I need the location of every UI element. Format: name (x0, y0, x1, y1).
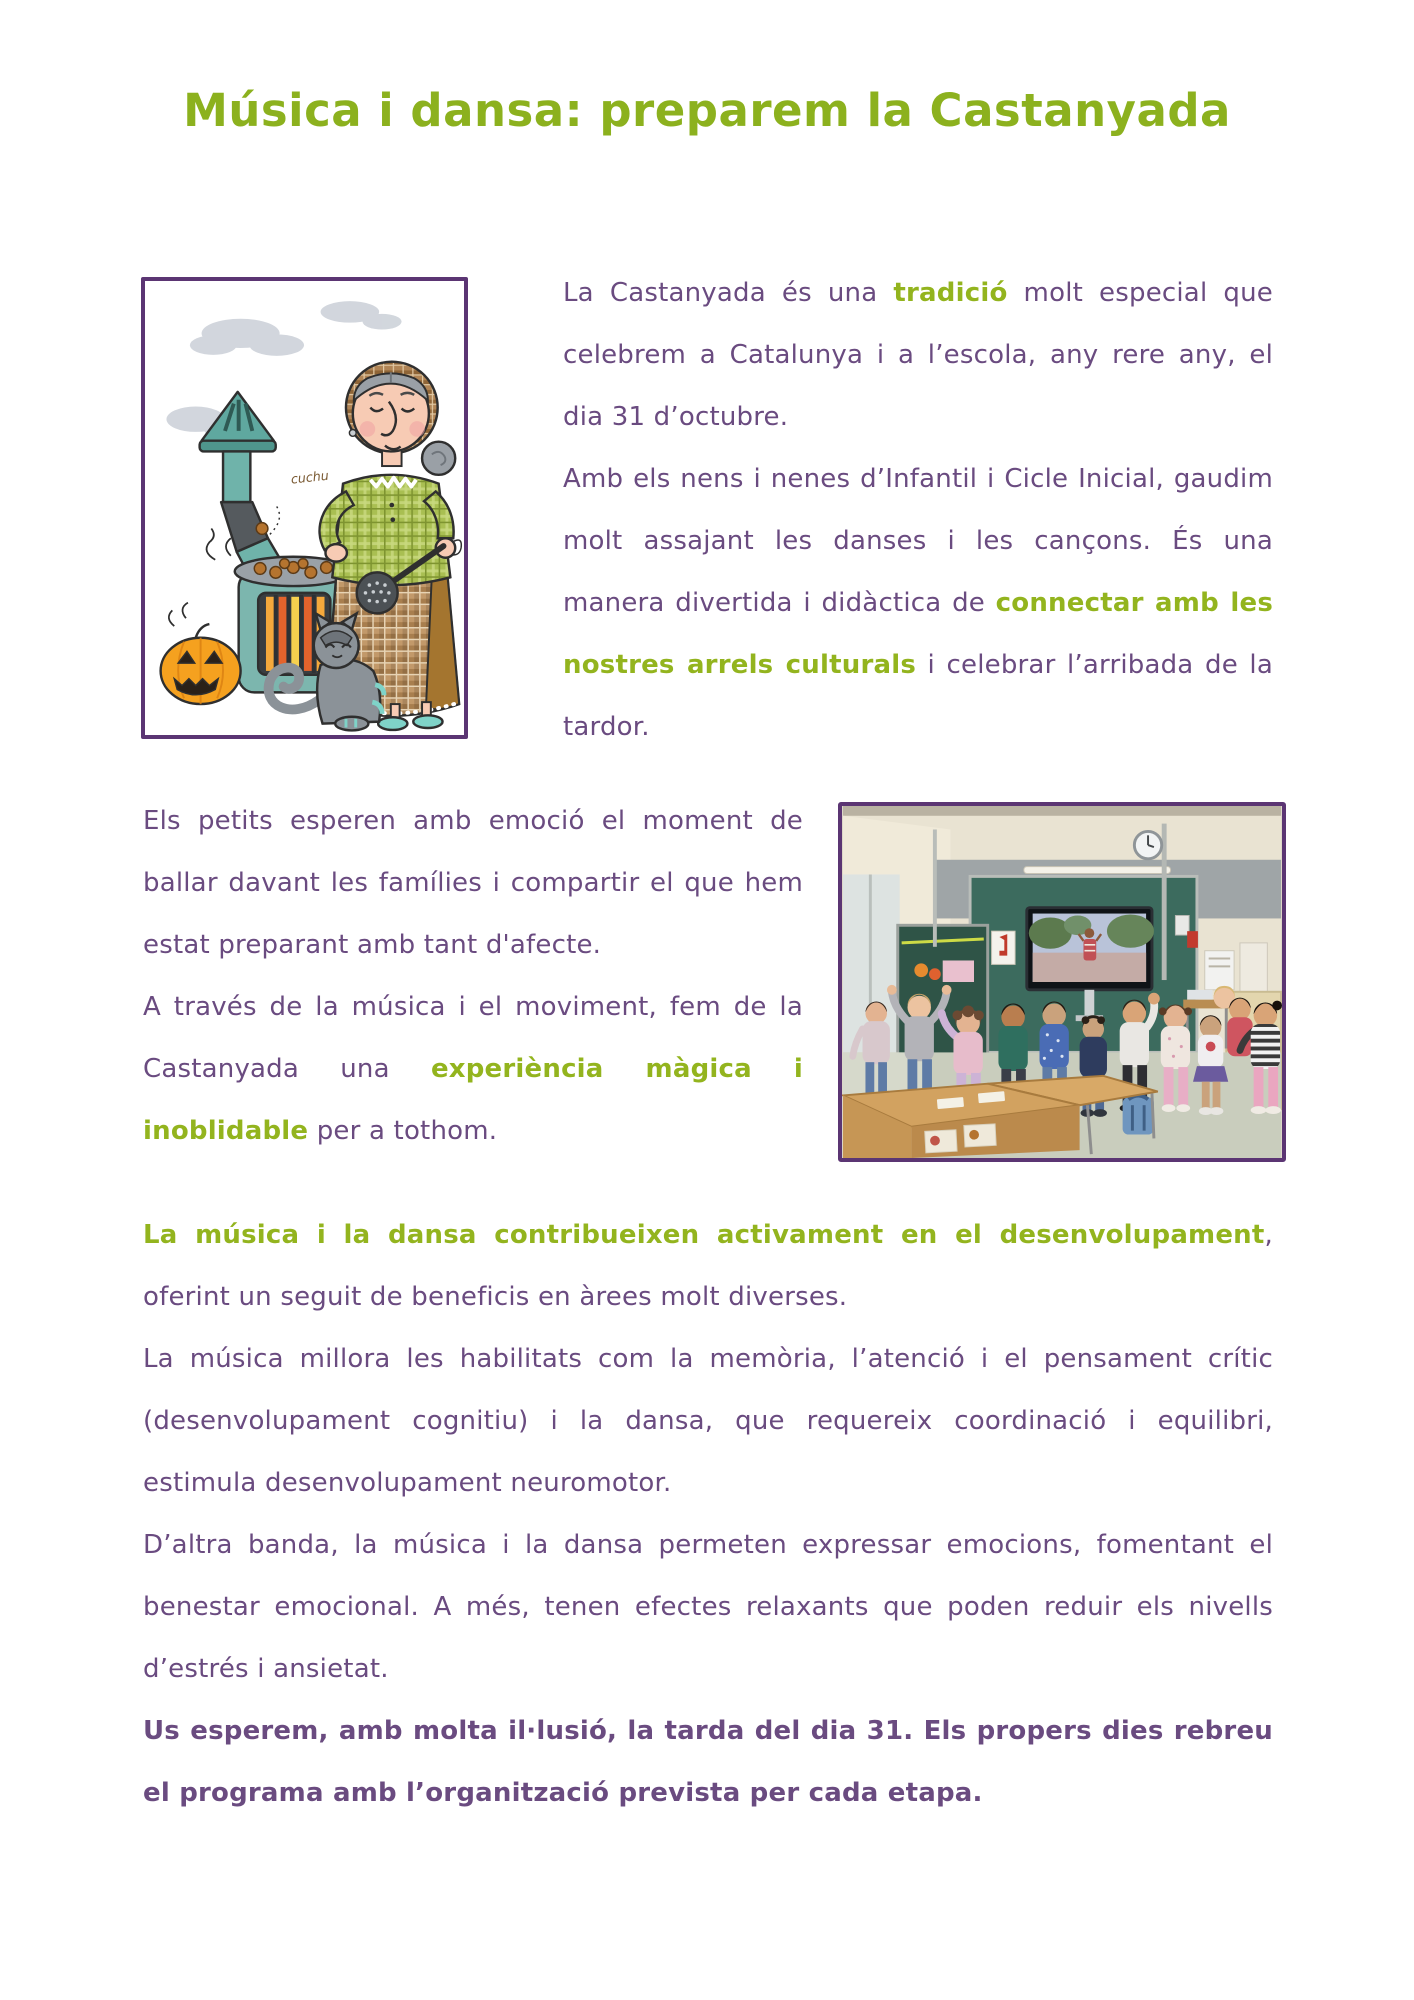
classroom-photo (842, 806, 1282, 1158)
benefits-section (143, 1204, 1273, 1824)
highlight-experiencia: experiència màgica i inoblidable (143, 1054, 803, 1146)
classroom-photo-frame (838, 802, 1286, 1162)
highlight-tradicio: tradició (893, 278, 1008, 308)
intro-column (563, 262, 1273, 758)
paragraph-cognitiu: La música millora les habilitats com la memòria, l’atenció i el pensament crític (desenvolupament cognitiu) i la dansa, que requereix coordinació i equilibri, estimula desenvolupament neuromotor. (143, 1344, 1273, 1498)
illustrator-signature: cuchu (290, 467, 330, 487)
paragraph-experiencia: A través de la música i el moviment, fem de la Castanyada una experiència màgica i inoblidable per a tothom. (143, 992, 803, 1146)
highlight-arrels: connectar amb les nostres arrels culturals (563, 588, 1273, 680)
paragraph-petits: Els petits esperen amb emoció el moment de ballar davant les famílies i compartir el que hem estat preparant amb tant d'afecte. (143, 806, 803, 960)
paragraph-desenvolupament: La música i la dansa contribueixen activament en el desenvolupament, oferint un seguit de beneficis en àrees molt diverses. (143, 1220, 1273, 1312)
castanyera-illustration-frame (141, 277, 468, 739)
castanyera-illustration (145, 281, 464, 735)
paragraph-convocatoria: Us esperem, amb molta il·lusió, la tarda del dia 31. Els propers dies rebreu el programa amb l’organització prevista per cada etapa. (143, 1716, 1273, 1808)
page-title: Música i dansa: preparem la Castanyada (183, 84, 1231, 137)
backpack (1123, 1095, 1154, 1134)
highlight-desenvolupament: La música i la dansa contribueixen activament en el desenvolupament (143, 1220, 1265, 1250)
paragraph-emocional: D’altra banda, la música i la dansa permeten expressar emocions, fomentant el benestar emocional. A més, tenen efectes relaxants que poden reduir els nivells d’estrés i ansietat. (143, 1530, 1273, 1684)
middle-left-column (143, 790, 803, 1162)
paragraph-infantil: Amb els nens i nenes d’Infantil i Cicle Inicial, gaudim molt assajant les danses i les cançons. És una manera divertida i didàctica de connectar amb les nostres arrels culturals i celebrar l’arribada de la tardor. (563, 464, 1273, 742)
paragraph-tradicio: La Castanyada és una tradició molt especial que celebrem a Catalunya i a l’escola, any rere any, el dia 31 d’octubre. (563, 278, 1273, 432)
